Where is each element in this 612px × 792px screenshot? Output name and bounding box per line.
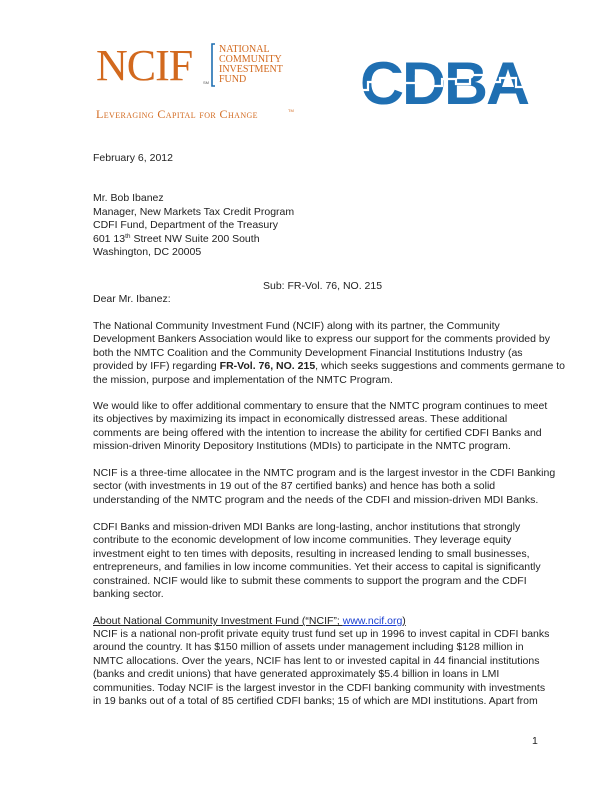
about-heading-text: About National Community Investment Fund (“NCIF”; (93, 615, 343, 627)
subject-line: Sub: FR-Vol. 76, NO. 215 (263, 280, 383, 292)
paragraph-line: comments are being offered with the intention to increase the ability for certified CDFI Banks and (93, 426, 542, 439)
page-number: 1 (532, 735, 538, 747)
paragraph-line: understanding of the NMTC program and the needs of the CDFI and mission-driven MDI Banks. (93, 493, 539, 506)
paragraph-line: its objectives by maximizing its impact in economically distressed areas. These additional (93, 413, 508, 426)
salutation: Dear Mr. Ibanez: (93, 293, 171, 305)
ncif-logo-mark: NCIF (96, 41, 193, 90)
ncif-word-national: NATIONAL (219, 44, 270, 55)
cdba-logo-mark: CDBA (360, 52, 529, 110)
ncif-tagline: Leveraging Capital for Change (96, 107, 258, 121)
ncif-logo-sm: SM (203, 80, 209, 85)
regarding-text: provided by IFF) regarding (93, 360, 220, 373)
address-ordinal: th (125, 233, 131, 240)
paragraph-line: We would like to offer additional commentary to ensure that the NMTC program continues to meet (93, 400, 548, 412)
paragraph-line: investment eight to ten times with deposits, resulting in increased lending to small businesses, (93, 547, 530, 560)
ncif-word-community: COMMUNITY (219, 54, 282, 65)
paragraph-line: around the country. It has $150 million of assets under management including $128 million in (93, 641, 524, 654)
paragraph-line: NCIF is a national non-profit private equity trust fund set up in 1996 to invest capital in CDFI banks (93, 628, 550, 640)
paragraph-intro (93, 320, 565, 387)
paragraph-line (93, 360, 565, 373)
paragraph-line: banking sector. (93, 588, 164, 601)
letterhead (0, 0, 612, 130)
ncif-word-investment: INVESTMENT (219, 64, 283, 75)
ncif-bracket (212, 44, 215, 86)
paragraph-line: entrepreneurs, and families in low income communities. Yet their access to capital is significantly (93, 561, 541, 574)
recipient-org: CDFI Fund, Department of the Treasury (93, 219, 278, 231)
cdba-logo (358, 52, 530, 110)
recipient-city: Washington, DC 20005 (93, 246, 202, 258)
paragraph-line: both the NMTC Coalition and the Community Development Financial Institutions Industry (as (93, 346, 523, 359)
paragraph-line: sector (with investments in 19 out of the 87 certified banks) and hence has both a solid (93, 480, 496, 493)
paragraph-line: (banks and credit unions) that have generated approximately $5.4 billion in loans in LMI (93, 668, 500, 681)
about-heading (93, 615, 406, 628)
recipient-title: Manager, New Markets Tax Credit Program (93, 206, 295, 218)
paragraph-about-ncif (93, 628, 550, 708)
about-heading-close: ) (402, 615, 406, 627)
paragraph-line: mission-driven Minority Depository Institutions (MDIs) to participate in the NMTC program. (93, 440, 511, 453)
recipient-name: Mr. Bob Ibanez (93, 192, 164, 204)
paragraph-commentary (93, 400, 548, 454)
paragraph-line: contribute to the economic development of low income communities. They leverage equity (93, 534, 512, 547)
ncif-website-link[interactable]: www.ncif.org (342, 615, 403, 627)
paragraph-line: communities. Today NCIF is the largest investor in the CDFI banking community with investments (93, 681, 546, 694)
paragraph-cdfi-banks (93, 521, 541, 601)
address-street: Street NW Suite 200 South (130, 233, 260, 245)
letter-date: February 6, 2012 (93, 152, 173, 164)
paragraph-line: in 19 banks out of a total of 85 certified CDFI banks; 15 of which are MDI institutions. Apart from (93, 695, 538, 708)
ncif-word-fund: FUND (219, 74, 247, 85)
paragraph-line: NCIF is a three-time allocatee in the NMTC program and is the largest investor in the CDFI Banking (93, 467, 556, 479)
recipient-address (93, 233, 260, 246)
paragraph-line: the mission, purpose and implementation of the NMTC Program. (93, 373, 393, 386)
ncif-logo (96, 38, 296, 128)
paragraph-line: CDFI Banks and mission-driven MDI Banks are long-lasting, anchor institutions that strongly (93, 521, 521, 533)
federal-register-ref: FR-Vol. 76, NO. 215 (219, 360, 316, 373)
paragraph-line: NMTC allocations. Over the years, NCIF has lent to or invested capital in 44 financial institutions (93, 654, 540, 667)
address-number: 601 13 (93, 233, 126, 245)
ncif-tagline-tm: TM (288, 108, 294, 113)
regarding-text-cont: , which seeks suggestions and comments germane to (315, 360, 565, 373)
paragraph-line: The National Community Investment Fund (NCIF) along with its partner, the Community (93, 320, 500, 332)
paragraph-line: constrained. NCIF would like to submit these comments to support the program and the CDFI (93, 574, 527, 587)
paragraph-line: Development Bankers Association would like to express our support for the comments provided by (93, 333, 550, 346)
paragraph-allocatee (93, 467, 556, 507)
